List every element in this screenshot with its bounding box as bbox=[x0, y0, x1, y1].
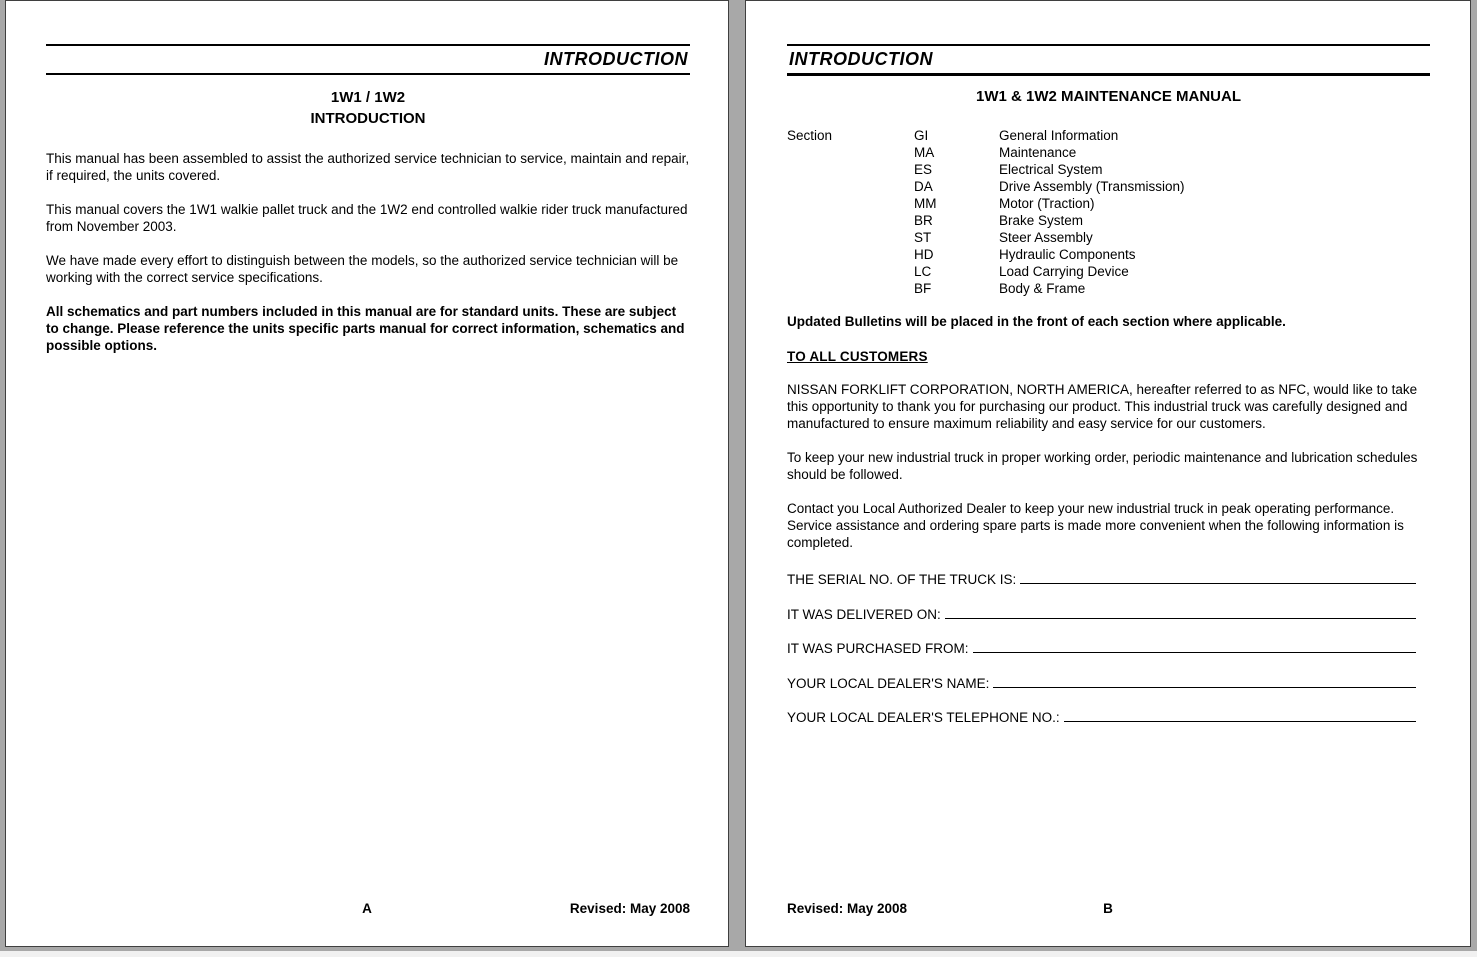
form-line-delivered-on bbox=[787, 605, 1430, 623]
section-name: Brake System bbox=[999, 213, 1084, 228]
paragraph: This manual covers the 1W1 walkie pallet truck and the 1W2 end controlled walkie rider truck manufactured from November 2003. bbox=[46, 202, 688, 234]
running-head-block bbox=[787, 44, 1430, 76]
section-row bbox=[787, 263, 1430, 280]
section-code: ES bbox=[914, 162, 933, 177]
section-code: MM bbox=[914, 196, 937, 211]
paragraph: To keep your new industrial truck in proper working order, periodic maintenance and lubrication schedules should be followed. bbox=[787, 450, 1418, 482]
section-row bbox=[787, 161, 1430, 178]
header-rule-bottom bbox=[46, 73, 690, 75]
form-label: IT WAS PURCHASED FROM: bbox=[787, 641, 969, 656]
section-name: Body & Frame bbox=[999, 281, 1086, 296]
section-code: BF bbox=[914, 281, 932, 296]
blank-write-in-line bbox=[1064, 708, 1416, 722]
section-row bbox=[787, 195, 1430, 212]
section-code: BR bbox=[914, 213, 933, 228]
blank-write-in-line bbox=[1020, 570, 1416, 584]
page-number: A bbox=[362, 901, 372, 916]
form-line-purchased-from bbox=[787, 639, 1430, 657]
manual-title: 1W1 & 1W2 MAINTENANCE MANUAL bbox=[975, 88, 1241, 105]
section-column-label: Section bbox=[787, 128, 833, 143]
bulletin-note: Updated Bulletins will be placed in the front of each section where applicable. bbox=[787, 314, 1286, 329]
paragraph: Contact you Local Authorized Dealer to keep your new industrial truck in peak operating performance. Service assistance and ordering spare parts is made more convenient when the following information is completed. bbox=[787, 501, 1404, 550]
section-row bbox=[787, 229, 1430, 246]
section-code: DA bbox=[914, 179, 933, 194]
section-row bbox=[787, 212, 1430, 229]
paragraph: NISSAN FORKLIFT CORPORATION, NORTH AMERICA, hereafter referred to as NFC, would like to take this opportunity to thank you for purchasing our product. This industrial truck was carefully designed and manufactured to ensure maximum reliability and easy service for our customers. bbox=[787, 382, 1418, 431]
section-row bbox=[787, 280, 1430, 297]
paragraph-bold: All schematics and part numbers included in this manual are for standard units. These are subject to change. Please reference the units specific parts manual for correct information, schematics and possible options. bbox=[46, 304, 685, 353]
to-all-customers-heading: TO ALL CUSTOMERS bbox=[787, 349, 928, 364]
section-row bbox=[787, 127, 1430, 144]
revision-date: Revised: May 2008 bbox=[787, 901, 908, 916]
blank-write-in-line bbox=[993, 674, 1416, 688]
running-head-block bbox=[46, 44, 690, 75]
paragraph: This manual has been assembled to assist the authorized service technician to service, maintain and repair, if required, the units covered. bbox=[46, 151, 690, 183]
viewer-bottom-strip bbox=[0, 951, 1477, 957]
section-name: Steer Assembly bbox=[999, 230, 1093, 245]
section-code: HD bbox=[914, 247, 934, 262]
section-code: MA bbox=[914, 145, 935, 160]
page-number: B bbox=[1103, 901, 1113, 916]
section-name: Motor (Traction) bbox=[999, 196, 1095, 211]
form-line-dealer-name bbox=[787, 674, 1430, 692]
section-name: Electrical System bbox=[999, 162, 1103, 177]
section-row bbox=[787, 246, 1430, 263]
revision-date: Revised: May 2008 bbox=[569, 901, 690, 916]
form-label: YOUR LOCAL DEALER'S NAME: bbox=[787, 675, 990, 691]
section-code: GI bbox=[914, 128, 929, 143]
page-title-line2: INTRODUCTION bbox=[310, 110, 426, 127]
section-row bbox=[787, 178, 1430, 195]
section-name: Drive Assembly (Transmission) bbox=[999, 179, 1185, 194]
form-line-dealer-telephone bbox=[787, 708, 1430, 726]
page-title-line1: 1W1 / 1W2 bbox=[330, 89, 406, 106]
blank-write-in-line bbox=[945, 605, 1416, 619]
form-label: YOUR LOCAL DEALER'S TELEPHONE NO.: bbox=[787, 710, 1060, 725]
form-line-serial-no bbox=[787, 570, 1430, 588]
section-code: ST bbox=[914, 230, 932, 245]
section-name: Load Carrying Device bbox=[999, 264, 1129, 279]
manual-page-b bbox=[745, 0, 1471, 947]
running-head: INTRODUCTION bbox=[789, 49, 933, 69]
manual-page-a bbox=[5, 0, 729, 947]
section-name: Maintenance bbox=[999, 145, 1077, 160]
owner-info-form bbox=[787, 570, 1430, 726]
blank-write-in-line bbox=[973, 639, 1416, 653]
header-rule-bottom bbox=[787, 73, 1430, 76]
page-title bbox=[46, 87, 690, 129]
form-label: THE SERIAL NO. OF THE TRUCK IS: bbox=[787, 572, 1017, 587]
running-head: INTRODUCTION bbox=[544, 49, 688, 69]
section-index bbox=[787, 127, 1430, 297]
section-code: LC bbox=[914, 264, 932, 279]
section-name: General Information bbox=[999, 128, 1119, 143]
section-row bbox=[787, 144, 1430, 161]
section-name: Hydraulic Components bbox=[999, 247, 1136, 262]
paragraph: We have made every effort to distinguish between the models, so the authorized service technician will be working with the correct service specifications. bbox=[46, 253, 679, 285]
form-label: IT WAS DELIVERED ON: bbox=[787, 606, 941, 622]
